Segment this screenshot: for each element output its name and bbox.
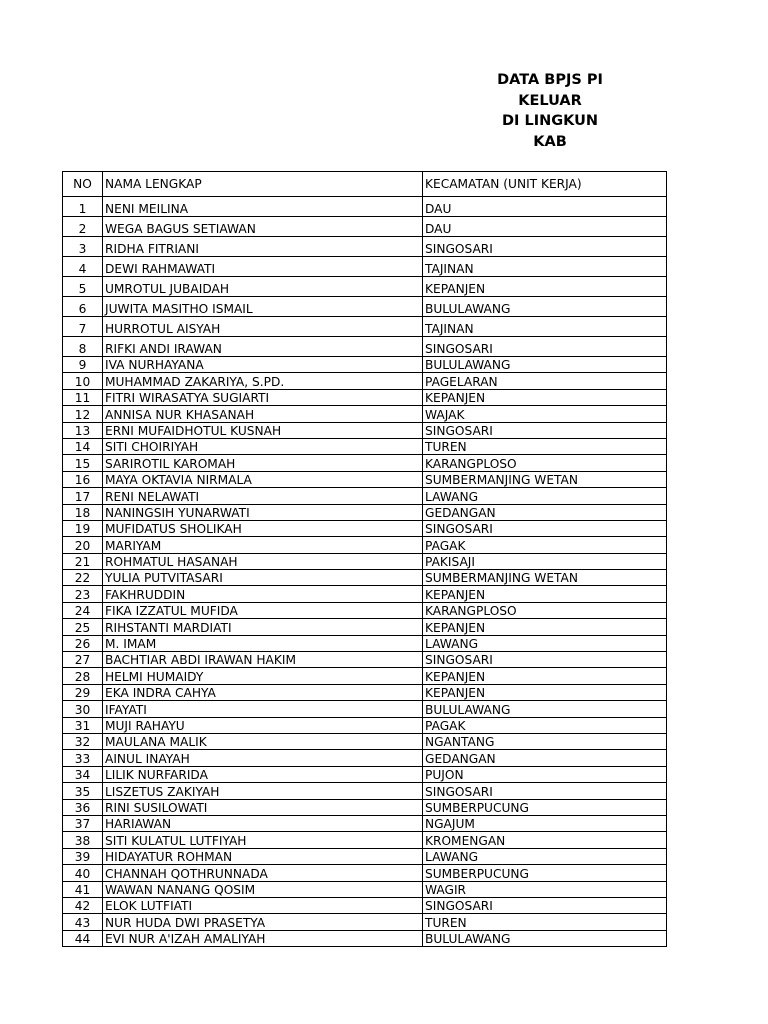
row-name-cell: JUWITA MASITHO ISMAIL xyxy=(103,297,423,317)
row-kecamatan-cell: LAWANG xyxy=(423,635,667,651)
row-kecamatan-cell: KEPANJEN xyxy=(423,619,667,635)
row-no-cell: 7 xyxy=(63,317,103,337)
table-row xyxy=(63,337,667,357)
table-row xyxy=(63,488,667,504)
row-kecamatan-cell: SUMBERMANJING WETAN xyxy=(423,471,667,487)
table-row xyxy=(63,668,667,684)
row-no-cell: 42 xyxy=(63,897,103,913)
row-name-cell: MUHAMMAD ZAKARIYA, S.PD. xyxy=(103,373,423,389)
row-no-cell: 35 xyxy=(63,783,103,799)
row-kecamatan-cell: PAGELARAN xyxy=(423,373,667,389)
row-no-cell: 26 xyxy=(63,635,103,651)
table-row xyxy=(63,635,667,651)
row-kecamatan-cell: KEPANJEN xyxy=(423,668,667,684)
table-row xyxy=(63,652,667,668)
row-no-cell: 2 xyxy=(63,217,103,237)
row-name-cell: NUR HUDA DWI PRASETYA xyxy=(103,914,423,930)
row-name-cell: MUFIDATUS SHOLIKAH xyxy=(103,520,423,536)
row-kecamatan-cell: DAU xyxy=(423,217,667,237)
row-name-cell: UMROTUL JUBAIDAH xyxy=(103,277,423,297)
row-kecamatan-cell: PAGAK xyxy=(423,537,667,553)
row-name-cell: ROHMATUL HASANAH xyxy=(103,553,423,569)
row-no-cell: 4 xyxy=(63,257,103,277)
row-kecamatan-cell: PUJON xyxy=(423,766,667,782)
row-name-cell: ANNISA NUR KHASANAH xyxy=(103,406,423,422)
row-name-cell: IVA NURHAYANA xyxy=(103,357,423,373)
table-row xyxy=(63,297,667,317)
row-no-cell: 30 xyxy=(63,701,103,717)
table-row xyxy=(63,832,667,848)
table-row xyxy=(63,357,667,373)
row-kecamatan-cell: SUMBERPUCUNG xyxy=(423,865,667,881)
row-kecamatan-cell: LAWANG xyxy=(423,848,667,864)
table-row xyxy=(63,197,667,217)
row-no-cell: 37 xyxy=(63,815,103,831)
table-row xyxy=(63,317,667,337)
row-kecamatan-cell: KROMENGAN xyxy=(423,832,667,848)
row-kecamatan-cell: WAGIR xyxy=(423,881,667,897)
row-name-cell: RINI SUSILOWATI xyxy=(103,799,423,815)
row-name-cell: AINUL INAYAH xyxy=(103,750,423,766)
row-name-cell: FIKA IZZATUL MUFIDA xyxy=(103,602,423,618)
row-no-cell: 17 xyxy=(63,488,103,504)
row-name-cell: HARIAWAN xyxy=(103,815,423,831)
row-name-cell: CHANNAH QOTHRUNNADA xyxy=(103,865,423,881)
row-name-cell: EVI NUR A'IZAH AMALIYAH xyxy=(103,930,423,946)
document-title xyxy=(0,70,768,152)
row-no-cell: 41 xyxy=(63,881,103,897)
table-row xyxy=(63,277,667,297)
table-row xyxy=(63,897,667,913)
table-row xyxy=(63,237,667,257)
row-no-cell: 9 xyxy=(63,357,103,373)
row-kecamatan-cell: SINGOSARI xyxy=(423,652,667,668)
row-name-cell: RIHSTANTI MARDIATI xyxy=(103,619,423,635)
row-kecamatan-cell: SINGOSARI xyxy=(423,422,667,438)
row-kecamatan-cell: SINGOSARI xyxy=(423,237,667,257)
row-kecamatan-cell: SUMBERPUCUNG xyxy=(423,799,667,815)
row-kecamatan-cell: BULULAWANG xyxy=(423,701,667,717)
row-name-cell: WEGA BAGUS SETIAWAN xyxy=(103,217,423,237)
row-no-cell: 10 xyxy=(63,373,103,389)
row-no-cell: 40 xyxy=(63,865,103,881)
title-line-4: KAB xyxy=(533,133,567,150)
row-no-cell: 36 xyxy=(63,799,103,815)
table-row xyxy=(63,422,667,438)
row-no-cell: 25 xyxy=(63,619,103,635)
row-no-cell: 29 xyxy=(63,684,103,700)
row-name-cell: NANINGSIH YUNARWATI xyxy=(103,504,423,520)
row-kecamatan-cell: BULULAWANG xyxy=(423,930,667,946)
table-row xyxy=(63,881,667,897)
row-kecamatan-cell: KARANGPLOSO xyxy=(423,455,667,471)
table-row xyxy=(63,389,667,405)
table-row xyxy=(63,257,667,277)
table-row xyxy=(63,701,667,717)
row-no-cell: 34 xyxy=(63,766,103,782)
row-no-cell: 20 xyxy=(63,537,103,553)
row-name-cell: LISZETUS ZAKIYAH xyxy=(103,783,423,799)
row-no-cell: 27 xyxy=(63,652,103,668)
row-no-cell: 32 xyxy=(63,733,103,749)
row-name-cell: MARIYAM xyxy=(103,537,423,553)
row-kecamatan-cell: NGANTANG xyxy=(423,733,667,749)
header-kecamatan: KECAMATAN (UNIT KERJA) xyxy=(423,172,667,197)
row-name-cell: FAKHRUDDIN xyxy=(103,586,423,602)
row-name-cell: M. IMAM xyxy=(103,635,423,651)
row-kecamatan-cell: TAJINAN xyxy=(423,317,667,337)
row-name-cell: RIFKI ANDI IRAWAN xyxy=(103,337,423,357)
row-kecamatan-cell: SINGOSARI xyxy=(423,783,667,799)
row-no-cell: 14 xyxy=(63,438,103,454)
table-row xyxy=(63,520,667,536)
table-row xyxy=(63,914,667,930)
row-no-cell: 11 xyxy=(63,389,103,405)
table-row xyxy=(63,619,667,635)
table-header-row xyxy=(63,172,667,197)
table-row xyxy=(63,373,667,389)
row-no-cell: 31 xyxy=(63,717,103,733)
table-row xyxy=(63,684,667,700)
row-kecamatan-cell: KARANGPLOSO xyxy=(423,602,667,618)
row-no-cell: 5 xyxy=(63,277,103,297)
table-row xyxy=(63,455,667,471)
table-body xyxy=(63,197,667,947)
row-no-cell: 44 xyxy=(63,930,103,946)
row-no-cell: 3 xyxy=(63,237,103,257)
row-kecamatan-cell: BULULAWANG xyxy=(423,357,667,373)
table-row xyxy=(63,553,667,569)
row-no-cell: 24 xyxy=(63,602,103,618)
row-name-cell: IFAYATI xyxy=(103,701,423,717)
row-name-cell: HELMI HUMAIDY xyxy=(103,668,423,684)
row-name-cell: HURROTUL AISYAH xyxy=(103,317,423,337)
table-row xyxy=(63,783,667,799)
row-name-cell: MAYA OKTAVIA NIRMALA xyxy=(103,471,423,487)
row-name-cell: DEWI RAHMAWATI xyxy=(103,257,423,277)
table-row xyxy=(63,438,667,454)
title-line-1: DATA BPJS PI xyxy=(497,72,603,88)
row-no-cell: 22 xyxy=(63,570,103,586)
title-line-3: DI LINGKUN xyxy=(501,113,599,129)
table-row xyxy=(63,865,667,881)
row-no-cell: 43 xyxy=(63,914,103,930)
row-kecamatan-cell: DAU xyxy=(423,197,667,217)
row-name-cell: SITI CHOIRIYAH xyxy=(103,438,423,454)
row-no-cell: 28 xyxy=(63,668,103,684)
row-kecamatan-cell: KEPANJEN xyxy=(423,586,667,602)
row-kecamatan-cell: LAWANG xyxy=(423,488,667,504)
table-row xyxy=(63,471,667,487)
row-no-cell: 23 xyxy=(63,586,103,602)
row-no-cell: 15 xyxy=(63,455,103,471)
row-kecamatan-cell: PAKISAJI xyxy=(423,553,667,569)
row-kecamatan-cell: SINGOSARI xyxy=(423,337,667,357)
row-no-cell: 13 xyxy=(63,422,103,438)
row-kecamatan-cell: KEPANJEN xyxy=(423,389,667,405)
table-row xyxy=(63,930,667,946)
row-no-cell: 6 xyxy=(63,297,103,317)
table-row xyxy=(63,815,667,831)
row-kecamatan-cell: PAGAK xyxy=(423,717,667,733)
table-row xyxy=(63,602,667,618)
row-kecamatan-cell: TUREN xyxy=(423,438,667,454)
table-row xyxy=(63,750,667,766)
row-no-cell: 18 xyxy=(63,504,103,520)
row-no-cell: 39 xyxy=(63,848,103,864)
bpjs-data-table xyxy=(62,171,667,947)
row-kecamatan-cell: BULULAWANG xyxy=(423,297,667,317)
row-name-cell: YULIA PUTVITASARI xyxy=(103,570,423,586)
row-name-cell: RENI NELAWATI xyxy=(103,488,423,504)
table-row xyxy=(63,570,667,586)
row-kecamatan-cell: SUMBERMANJING WETAN xyxy=(423,570,667,586)
row-no-cell: 33 xyxy=(63,750,103,766)
row-no-cell: 21 xyxy=(63,553,103,569)
row-kecamatan-cell: KEPANJEN xyxy=(423,684,667,700)
table-row xyxy=(63,733,667,749)
row-kecamatan-cell: TUREN xyxy=(423,914,667,930)
row-kecamatan-cell: SINGOSARI xyxy=(423,897,667,913)
row-no-cell: 38 xyxy=(63,832,103,848)
row-name-cell: SARIROTIL KAROMAH xyxy=(103,455,423,471)
row-name-cell: LILIK NURFARIDA xyxy=(103,766,423,782)
row-kecamatan-cell: NGAJUM xyxy=(423,815,667,831)
row-no-cell: 19 xyxy=(63,520,103,536)
table-row xyxy=(63,766,667,782)
row-kecamatan-cell: TAJINAN xyxy=(423,257,667,277)
row-name-cell: SITI KULATUL LUTFIYAH xyxy=(103,832,423,848)
title-line-2: KELUAR xyxy=(518,92,582,109)
row-name-cell: FITRI WIRASATYA SUGIARTI xyxy=(103,389,423,405)
row-no-cell: 16 xyxy=(63,471,103,487)
row-no-cell: 8 xyxy=(63,337,103,357)
row-name-cell: ELOK LUTFIATI xyxy=(103,897,423,913)
table-row xyxy=(63,799,667,815)
row-name-cell: MAULANA MALIK xyxy=(103,733,423,749)
table-row xyxy=(63,586,667,602)
row-name-cell: EKA INDRA CAHYA xyxy=(103,684,423,700)
table-row xyxy=(63,406,667,422)
row-name-cell: MUJI RAHAYU xyxy=(103,717,423,733)
row-kecamatan-cell: WAJAK xyxy=(423,406,667,422)
row-name-cell: HIDAYATUR ROHMAN xyxy=(103,848,423,864)
table-row xyxy=(63,717,667,733)
row-no-cell: 12 xyxy=(63,406,103,422)
row-kecamatan-cell: SINGOSARI xyxy=(423,520,667,536)
row-no-cell: 1 xyxy=(63,197,103,217)
row-name-cell: RIDHA FITRIANI xyxy=(103,237,423,257)
row-kecamatan-cell: KEPANJEN xyxy=(423,277,667,297)
row-name-cell: NENI MEILINA xyxy=(103,197,423,217)
header-no: NO xyxy=(63,172,103,197)
row-kecamatan-cell: GEDANGAN xyxy=(423,750,667,766)
table-row xyxy=(63,537,667,553)
header-name: NAMA LENGKAP xyxy=(103,172,423,197)
row-name-cell: BACHTIAR ABDI IRAWAN HAKIM xyxy=(103,652,423,668)
row-name-cell: WAWAN NANANG QOSIM xyxy=(103,881,423,897)
table-row xyxy=(63,217,667,237)
row-name-cell: ERNI MUFAIDHOTUL KUSNAH xyxy=(103,422,423,438)
table-row xyxy=(63,504,667,520)
row-kecamatan-cell: GEDANGAN xyxy=(423,504,667,520)
table-row xyxy=(63,848,667,864)
